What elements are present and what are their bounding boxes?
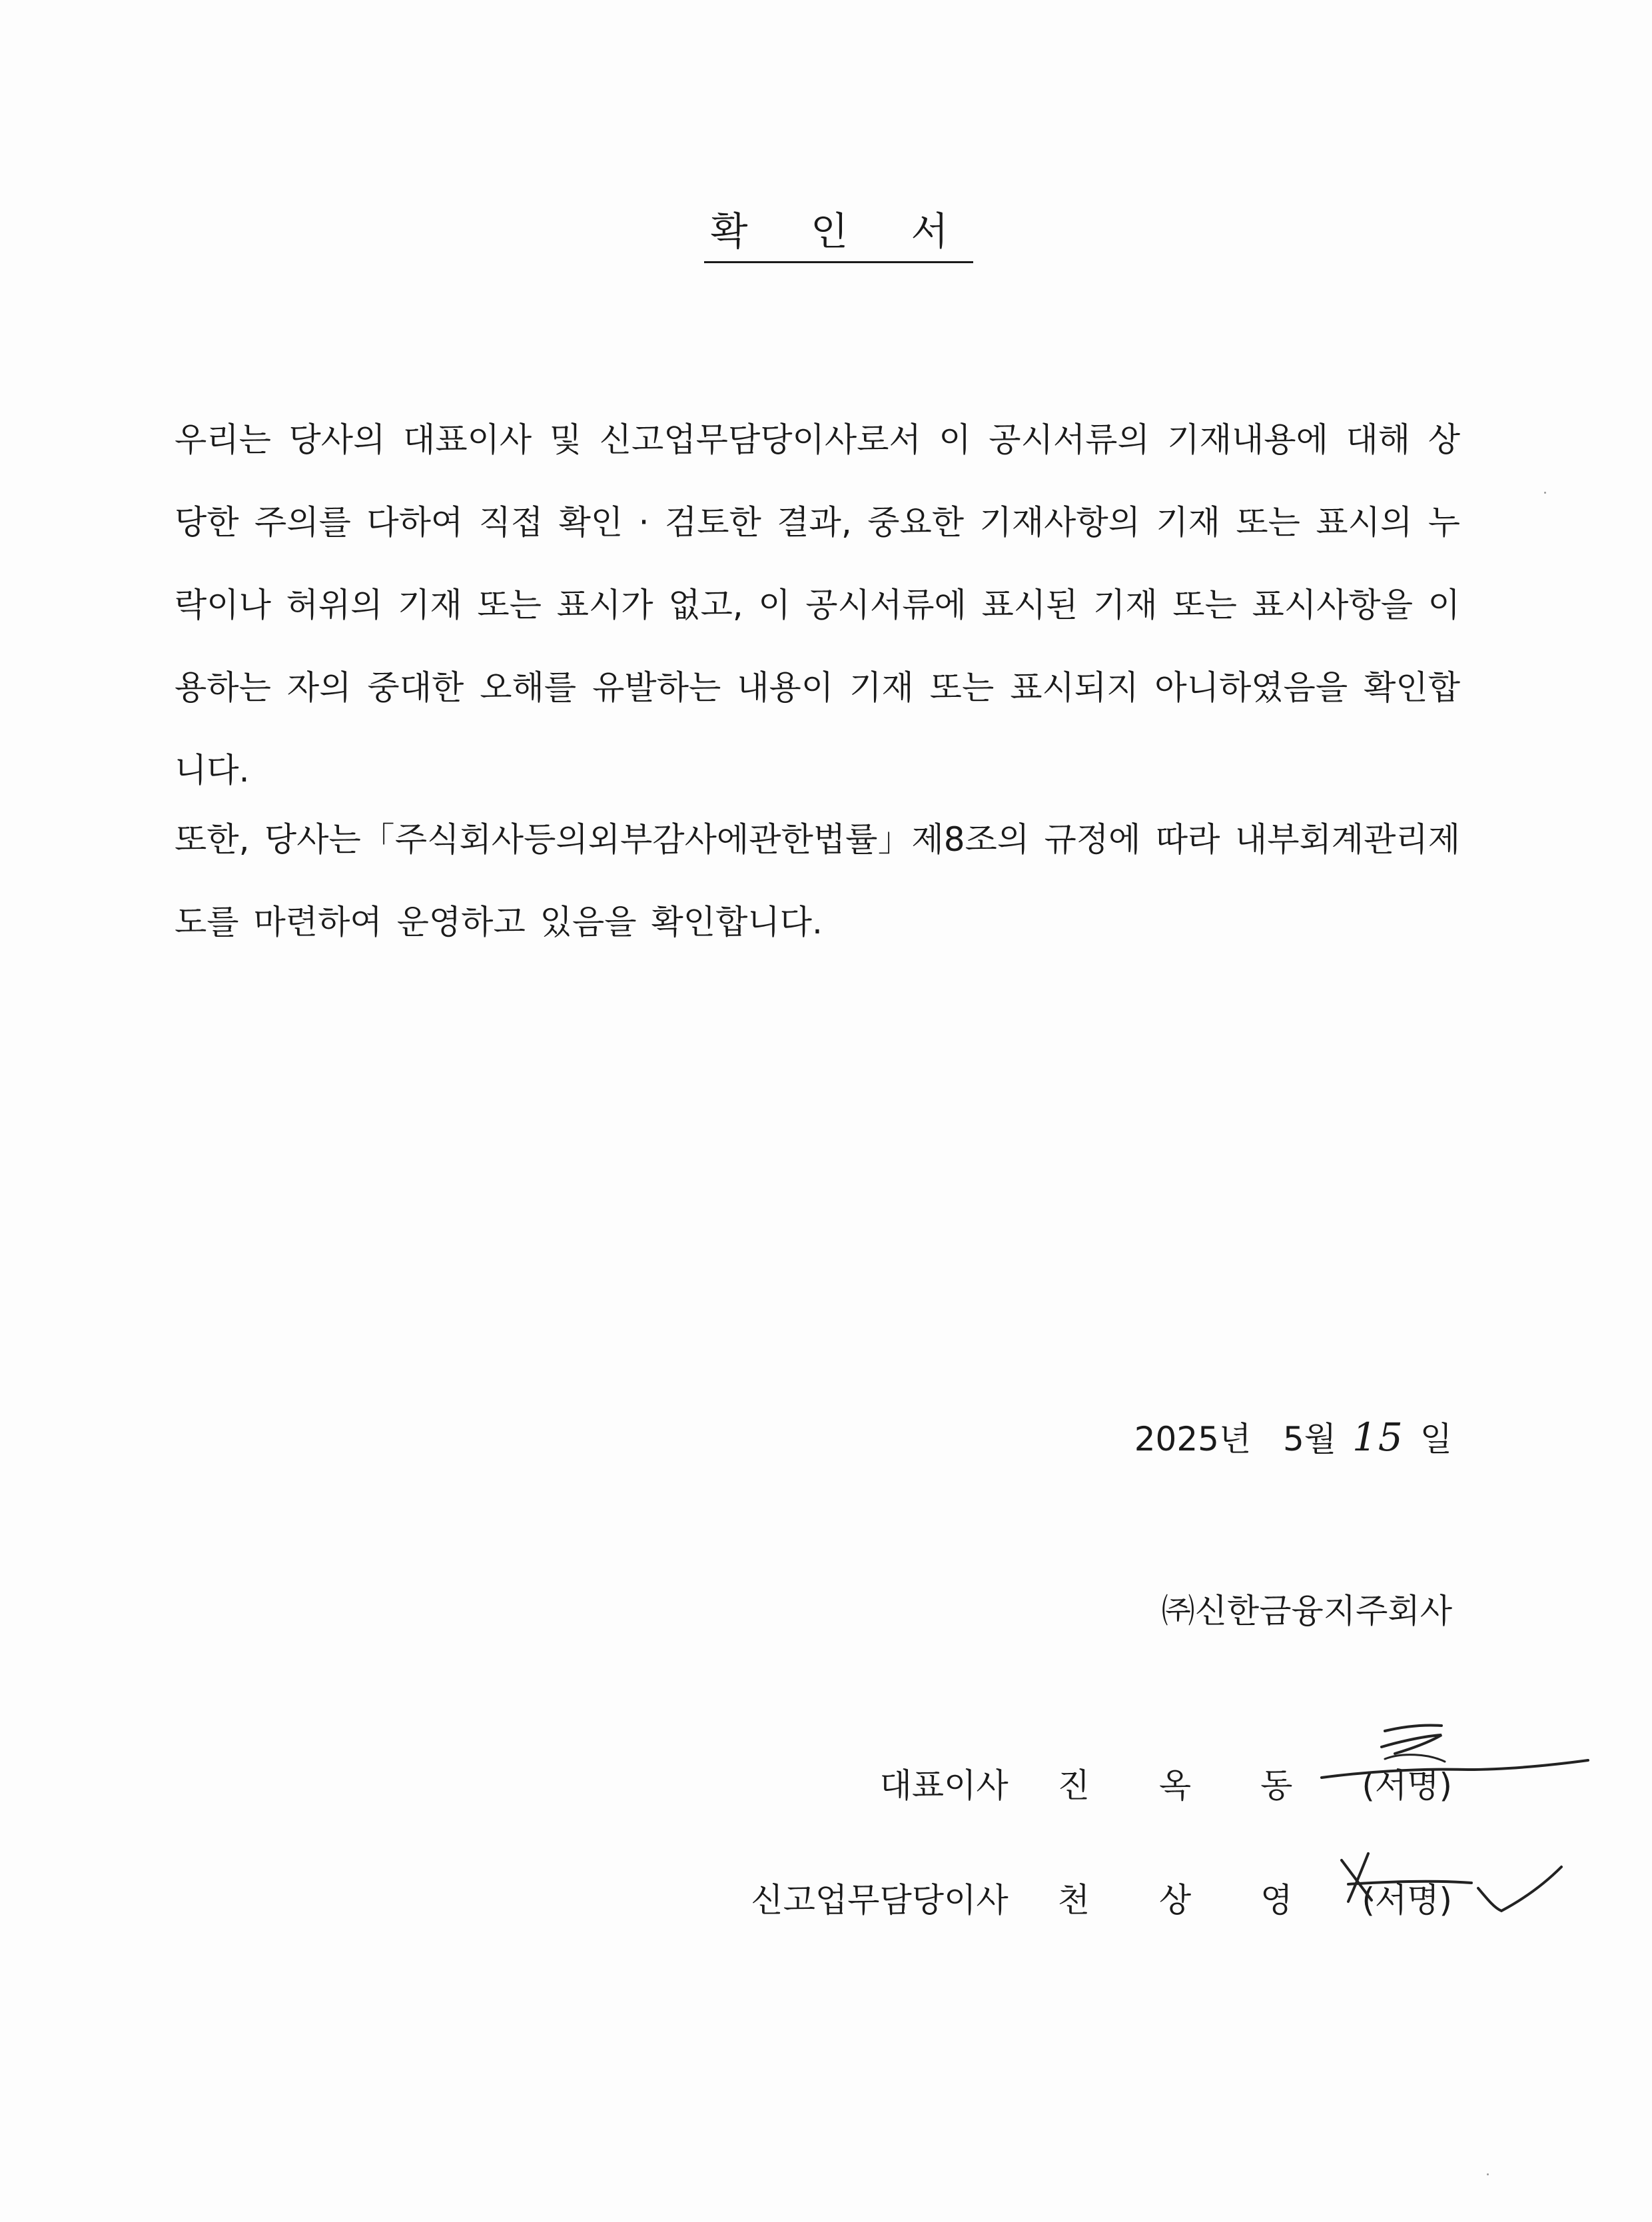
internal-control-paragraph: 또한, 당사는「주식회사등의외부감사에관한법률」제8조의 규정에 따라 내부회계관리제도를 마련하여 운영하고 있음을 확인합니다.	[175, 820, 1460, 941]
scan-speck	[1544, 492, 1546, 494]
signer-ceo	[879, 1759, 1452, 1807]
date-day-handwritten: 15	[1352, 1414, 1404, 1460]
scan-speck	[1487, 2173, 1489, 2175]
signer-role: 신고업무담당이사	[751, 1881, 1009, 1920]
handwritten-signature-icon	[1322, 1712, 1588, 1812]
signer-disclosure-officer	[751, 1874, 1452, 1922]
signer-role: 대표이사	[879, 1766, 1009, 1805]
handwritten-signature-icon	[1322, 1827, 1588, 1927]
signature-label: (서명)	[1362, 1881, 1452, 1920]
signature-area	[1362, 1759, 1452, 1807]
document-title-text: 확 인 서	[704, 200, 974, 263]
signer-name: 천 상 영	[1057, 1881, 1322, 1920]
signature-label: (서명)	[1362, 1766, 1452, 1805]
company-name: ㈜신한금융지주회사	[1161, 1592, 1452, 1630]
date-month: 5월	[1282, 1420, 1337, 1458]
document-title	[0, 200, 1652, 263]
signer-name: 진 옥 동	[1057, 1766, 1322, 1805]
document-date	[1134, 1412, 1452, 1460]
date-year: 2025년	[1134, 1420, 1252, 1458]
signature-area	[1362, 1874, 1452, 1922]
date-day-suffix: 일	[1420, 1420, 1452, 1458]
confirmation-paragraph: 우리는 당사의 대표이사 및 신고업무담당이사로서 이 공시서류의 기재내용에 대해 상당한 주의를 다하여 직접 확인 · 검토한 결과, 중요한 기재사항의 기재 또는 표시의 누락이나 허위의 기재 또는 표시가 없고, 이 공시서류에 표시된 기재 또는 표시사항을 이용하는 자의 중대한 오해를 유발하는 내용이 기재 또는 표시되지 아니하였음을 확인합니다.	[175, 420, 1460, 790]
